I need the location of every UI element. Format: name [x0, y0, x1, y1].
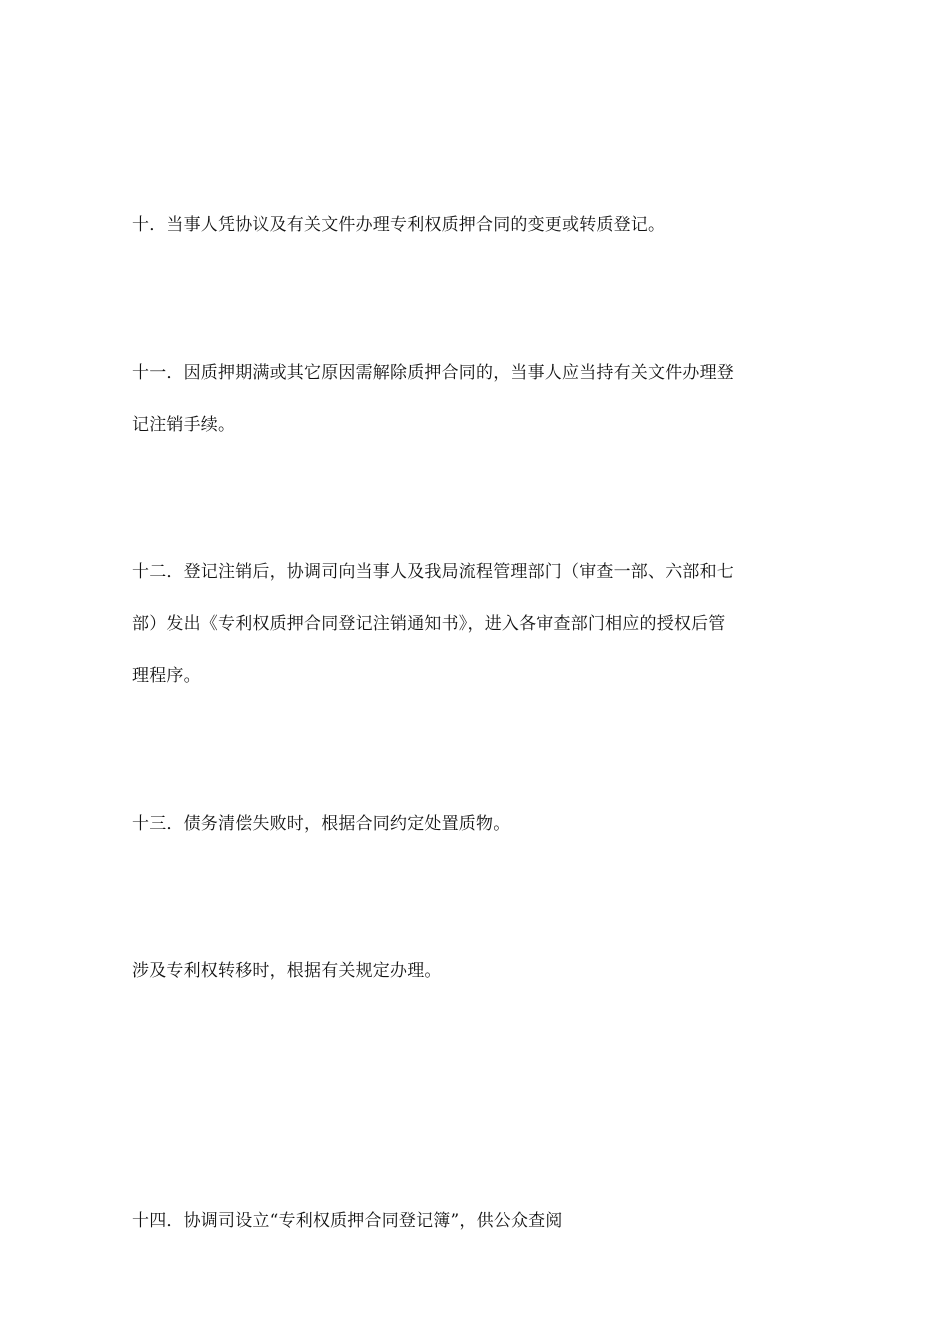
paragraph-line: 理程序。: [132, 666, 201, 686]
paragraph-12: [132, 546, 822, 702]
paragraph-line: 十三．债务清偿失败时，根据合同约定处置质物。: [132, 814, 511, 834]
paragraph-13: [132, 798, 822, 850]
paragraph-line: 十二．登记注销后，协调司向当事人及我局流程管理部门（审查一部、六部和七: [132, 562, 734, 582]
paragraph-13-continued: [132, 945, 822, 997]
paragraph-11: [132, 347, 822, 451]
paragraph-line: 涉及专利权转移时，根据有关规定办理。: [132, 961, 442, 981]
paragraph-10: [132, 199, 822, 251]
paragraph-line: 部）发出《专利权质押合同登记注销通知书》，进入各审查部门相应的授权后管: [132, 614, 726, 634]
paragraph-line: 记注销手续。: [132, 415, 236, 435]
paragraph-line: 十．当事人凭协议及有关文件办理专利权质押合同的变更或转质登记。: [132, 215, 666, 235]
paragraph-14: [132, 1195, 822, 1247]
paragraph-line: 十四．协调司设立“专利权质押合同登记簿”，供公众查阅: [132, 1211, 563, 1231]
paragraph-line: 十一．因质押期满或其它原因需解除质押合同的，当事人应当持有关文件办理登: [132, 363, 734, 383]
